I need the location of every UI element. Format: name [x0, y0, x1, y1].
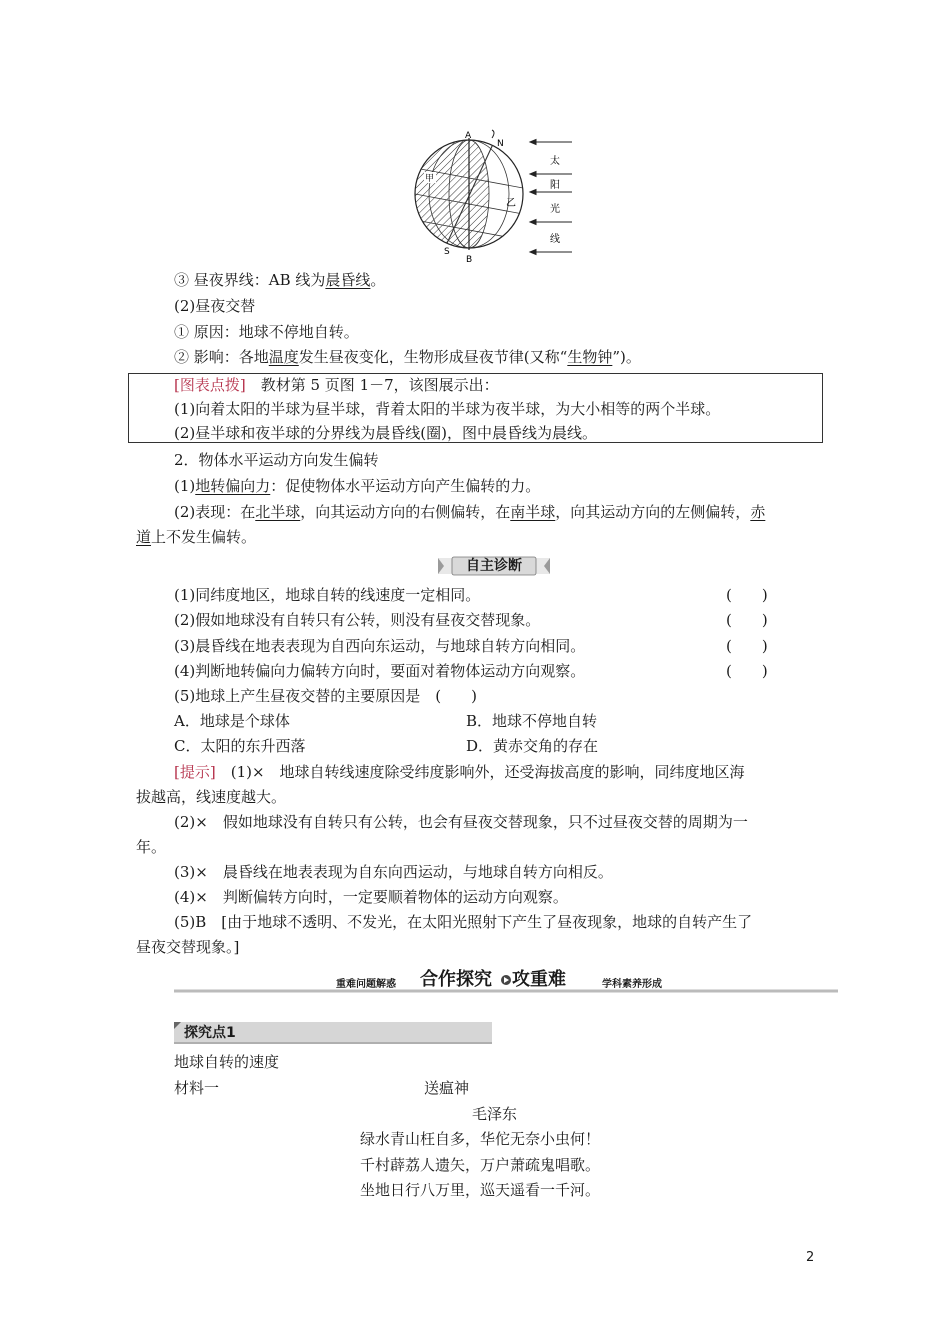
poem-title: 送瘟神: [424, 1079, 470, 1097]
section2-p1: (1)地转偏向力：促使物体水平运动方向产生偏转的力。: [174, 477, 541, 495]
sunlight-arrows: [528, 138, 574, 256]
hint-2: (2)× 假如地球没有自转只有公转，也会有昼夜交替现象，只不过昼夜交替的周期为一: [174, 813, 748, 831]
hint-4: (4)× 判断偏转方向时，一定要顺着物体的运动方向观察。: [174, 888, 568, 906]
diag-q3-paren: ( ): [726, 637, 768, 655]
underlined-term: 晨昏线: [325, 271, 371, 289]
section2-title: 2．物体水平运动方向发生偏转: [174, 451, 379, 469]
chart-tip-intro: [图表点拨] 教材第 5 页图 1－7，该图展示出：: [174, 376, 499, 394]
label-n: N: [497, 139, 504, 149]
sunlight-char-3: 光: [550, 204, 560, 215]
poem-line-1: 绿水青山枉自多，华佗无奈小虫何！: [360, 1130, 601, 1148]
line-terminator: ③ 昼夜界线：AB 线为晨昏线。: [174, 271, 386, 289]
hint-1-cont: 拔越高，线速度越大。: [136, 788, 287, 806]
label-s: S: [444, 247, 450, 257]
option-d: D．黄赤交角的存在: [466, 737, 599, 755]
material-label: 材料一: [174, 1079, 220, 1097]
poem-author: 毛泽东: [472, 1105, 518, 1123]
diag-q2: (2)假如地球没有自转只有公转，则没有昼夜交替现象。: [174, 611, 541, 629]
section-bar-main1: 合作探究: [420, 969, 492, 990]
hint-3: (3)× 晨昏线在地表表现为自东向西运动，与地球自转方向相反。: [174, 863, 613, 881]
hint-5: (5)B [由于地球不透明、不发光，在太阳光照射下产生了昼夜现象，地球的自转产生了: [174, 913, 753, 931]
page-number: 2: [806, 1250, 815, 1265]
hint-2-cont: 年。: [136, 838, 167, 856]
section2-p2-cont: 道上不发生偏转。: [136, 528, 257, 546]
label-b: B: [466, 255, 473, 265]
chart-tip-p2: (2)昼半球和夜半球的分界线为晨昏线(圈)，图中晨昏线为晨线。: [174, 424, 597, 442]
diag-q5: (5)地球上产生昼夜交替的主要原因是 ( ): [174, 687, 477, 705]
hint-1: [提示] (1)× 地球自转线速度除受纬度影响外，还受海拔高度的影响，同纬度地区海: [174, 763, 745, 781]
poem-line-3: 坐地日行八万里，巡天遥看一千河。: [360, 1181, 601, 1199]
section2-p2: (2)表现：在北半球，向其运动方向的右侧偏转，在南半球，向其运动方向的左侧偏转，赤: [174, 503, 766, 521]
line-day-night-alternation: (2)昼夜交替: [174, 297, 256, 315]
diag-q3: (3)晨昏线在地表表现为自西向东运动，与地球自转方向相同。: [174, 637, 586, 655]
sunlight-char-1: 太: [550, 156, 560, 167]
section-header-bar: [174, 965, 838, 995]
label-yi: 乙: [506, 198, 516, 209]
diagnosis-title: 自主诊断: [466, 558, 522, 574]
line-impact: ② 影响：各地温度发生昼夜变化，生物形成昼夜节律(又称“生物钟”)。: [174, 348, 641, 366]
line-cause: ① 原因：地球不停地自转。: [174, 323, 359, 341]
explore-label: 探究点1: [184, 1025, 236, 1041]
section-bar-main2: 攻重难: [512, 969, 566, 990]
explore-topic: 地球自转的速度: [174, 1053, 280, 1071]
diag-q4: (4)判断地转偏向力偏转方向时，要面对着物体运动方向观察。: [174, 662, 586, 680]
poem-line-2: 千村薜荔人遗矢，万户萧疏鬼唱歌。: [360, 1156, 601, 1174]
sunlight-char-4: 线: [550, 234, 560, 245]
diag-q1: (1)同纬度地区，地球自转的线速度一定相同。: [174, 586, 481, 604]
chart-tip-p1: (1)向着太阳的半球为昼半球，背着太阳的半球为夜半球，为大小相等的两个半球。: [174, 400, 721, 418]
option-b: B．地球不停地自转: [466, 712, 598, 730]
chart-tip-tag: [图表点拨]: [174, 376, 246, 394]
hint-tag: [提示]: [174, 763, 216, 781]
diag-q1-paren: ( ): [726, 586, 768, 604]
label-a: A: [465, 131, 472, 141]
sunlight-char-2: 阳: [550, 180, 560, 191]
hint-5-cont: 昼夜交替现象。]: [136, 938, 240, 956]
section-bar-right: 学科素养形成: [602, 979, 662, 990]
option-c: C．太阳的东升西落: [174, 737, 306, 755]
option-a: A．地球是个球体: [174, 712, 290, 730]
diag-q2-paren: ( ): [726, 611, 768, 629]
section-bar-left: 重难问题解惑: [336, 979, 396, 990]
label-jia: 甲: [425, 174, 435, 184]
diag-q4-paren: ( ): [726, 662, 768, 680]
